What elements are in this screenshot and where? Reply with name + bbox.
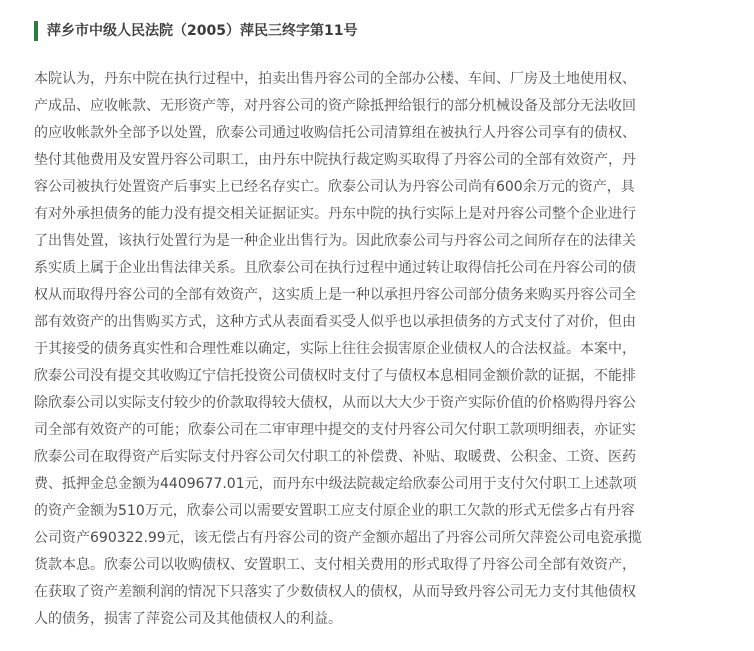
paragraph-line: 有对外承担债务的能力没有提交相关证据证实。丹东中院的执行实际上是对丹容公司整个企业进行: [34, 206, 636, 222]
paragraph-line: 人的债务，损害了萍瓷公司及其他债权人的利益。: [34, 611, 342, 627]
paragraph-line: 容公司被执行处置资产后事实上已经名存实亡。欣泰公司认为丹容公司尚有600余万元的资产，具: [34, 179, 635, 195]
paragraph-line: 的资产金额为510万元，欣泰公司以需要安置职工应支付原企业的职工欠款的形式无偿多占有丹容: [34, 503, 635, 519]
paragraph-line: 欣泰公司没有提交其收购辽宁信托投资公司债权时支付了与债权本息相同金额价款的证据，不能排: [34, 368, 636, 384]
paragraph-line: 公司资产690322.99元，该无偿占有丹容公司的资产金额亦超出了丹容公司所欠萍瓷公司电瓷承揽: [34, 530, 642, 546]
paragraph-line: 欣泰公司在取得资产后实际支付丹容公司欠付职工的补偿费、补贴、取暖费、公积金、工资、医药: [34, 449, 636, 465]
paragraph-line: 本院认为，丹东中院在执行过程中，拍卖出售丹容公司的全部办公楼、车间、厂房及土地使用权、: [34, 71, 636, 87]
paragraph-line: 垫付其他费用及安置丹容公司职工，由丹东中院执行裁定购买取得了丹容公司的全部有效资产，丹: [34, 152, 636, 168]
heading-accent-bar: [34, 21, 38, 41]
case-title: 萍乡市中级人民法院（2005）萍民三终字第11号: [47, 23, 358, 39]
paragraph-line: 的应收帐款外全部予以处置，欣泰公司通过收购信托公司清算组在被执行人丹容公司享有的债权、: [34, 125, 636, 141]
paragraph-line: 货款本息。欣泰公司以收购债权、安置职工、支付相关费用的形式取得了丹容公司全部有效资产，: [34, 557, 636, 573]
paragraph-line: 除欣泰公司以实际支付较少的价款取得较大债权，从而以大大少于资产实际价值的价格购得丹容公: [34, 395, 636, 411]
paragraph-line: 部有效资产的出售购买方式，这种方式从表面看买受人似乎也以承担债务的方式支付了对价，但由: [34, 314, 636, 330]
paragraph-line: 于其接受的债务真实性和合理性难以确定，实际上往往会损害原企业债权人的合法权益。本案中，: [34, 341, 636, 357]
paragraph-line: 司全部有效资产的可能；欣泰公司在二审审理中提交的支付丹容公司欠付职工款项明细表，亦证实: [34, 422, 636, 438]
paragraph-line: 费、抵押金总金额为4409677.01元，而丹东中级法院裁定给欣泰公司用于支付欠付职工上述款项: [34, 476, 637, 492]
paragraph-line: 了出售处置，该执行处置行为是一种企业出售行为。因此欣泰公司与丹容公司之间所存在的法律关: [34, 233, 636, 249]
judgment-paragraph: [34, 66, 724, 633]
paragraph-line: 在获取了资产差额利润的情况下只落实了少数债权人的债权，从而导致丹容公司无力支付其他债权: [34, 584, 636, 600]
paragraph-line: 权从而取得丹容公司的全部有效资产，这实质上是一种以承担丹容公司部分债务来购买丹容公司全: [34, 287, 636, 303]
paragraph-line: 系实质上属于企业出售法律关系。且欣泰公司在执行过程中通过转让取得信托公司在丹容公司的债: [34, 260, 636, 276]
case-heading: [34, 21, 357, 41]
paragraph-line: 产成品、应收帐款、无形资产等，对丹容公司的资产除抵押给银行的部分机械设备及部分无法收回: [34, 98, 636, 114]
